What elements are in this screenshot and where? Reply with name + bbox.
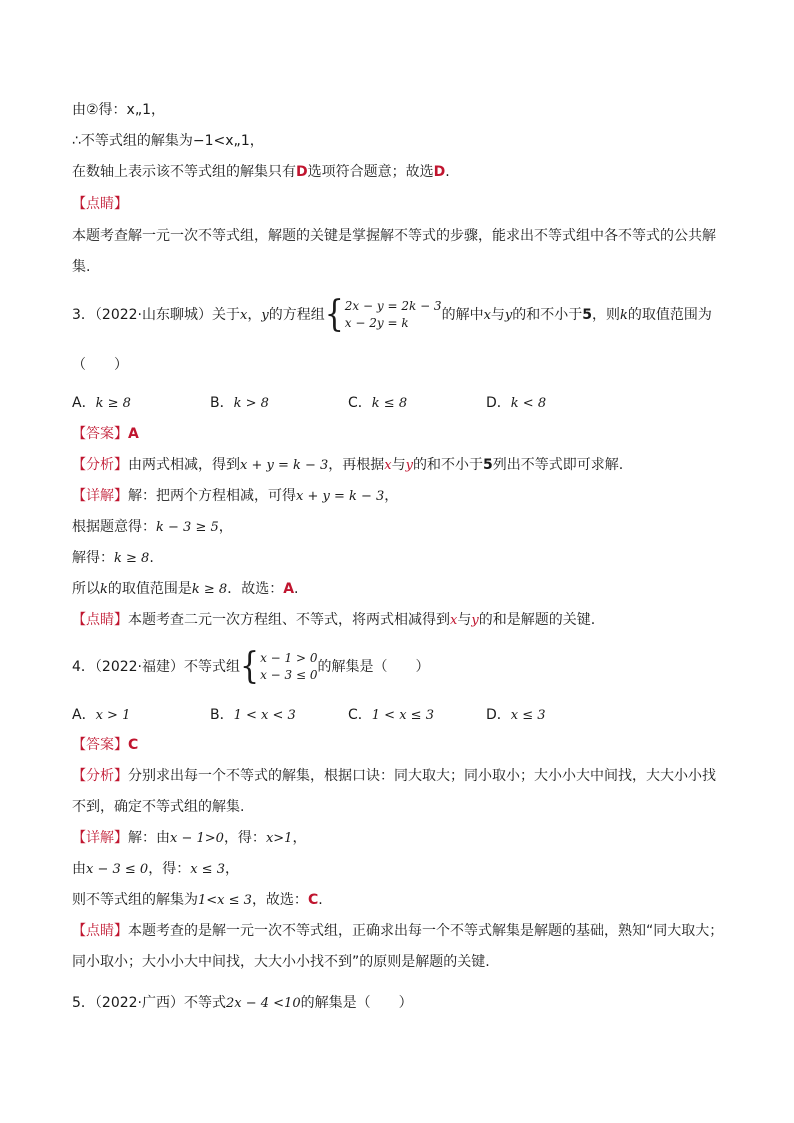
- answer-ref: A: [283, 581, 295, 597]
- q3-condition: [72, 517, 233, 538]
- text: 本题考查二元一次方程组、不等式，将两式相减得到: [128, 612, 450, 628]
- text: 选项符合题意；故选: [307, 164, 434, 180]
- solution-line-2: [72, 131, 264, 151]
- text: 的解中: [441, 307, 484, 323]
- detail-tag: 【详解】: [72, 830, 128, 846]
- text: ，: [224, 861, 239, 877]
- q4-option-d[interactable]: [486, 704, 546, 724]
- answer-value: C: [128, 737, 139, 753]
- text: 分别求出每一个不等式的解集，根据口诀：同大取大；同小取小；大小小大中间找，大大小小找: [128, 768, 716, 784]
- var-y: y: [261, 308, 269, 323]
- text: 解：把两个方程相减，可得: [128, 488, 296, 504]
- system-brace: {: [240, 645, 260, 688]
- text: 所以: [72, 581, 100, 597]
- var-k: k: [620, 308, 628, 323]
- text: 与: [391, 457, 406, 473]
- equation: k ≥ 8: [114, 551, 150, 566]
- q4-option-c[interactable]: [348, 704, 434, 724]
- inequality: x − 1>0: [170, 831, 224, 846]
- q3-result: [72, 579, 299, 600]
- number: 5: [483, 457, 493, 473]
- text: ，再根据: [328, 457, 385, 473]
- text: ，故选：: [251, 892, 308, 908]
- q3-option-b[interactable]: [210, 392, 269, 412]
- var-x: x: [483, 308, 491, 323]
- q3-solve: [72, 548, 154, 569]
- question-prefix: 4．（2022·福建）不等式组: [72, 659, 240, 675]
- solution-line-3: [72, 162, 450, 182]
- dianjing-tag: 【点睛】: [72, 923, 128, 939]
- solution-line-1: [72, 100, 165, 120]
- text: 的和不小于: [512, 307, 583, 323]
- q3-option-a[interactable]: [72, 392, 131, 412]
- var-y: y: [405, 458, 413, 473]
- q3-detail: [72, 486, 398, 507]
- text: 的解集是（ ）: [317, 659, 430, 675]
- text: ，: [247, 307, 262, 323]
- equation-1: 2x − y = 2k − 3: [344, 299, 442, 313]
- inequality-1: x − 1 > 0: [260, 651, 318, 665]
- equation-2: x − 2y = k: [344, 316, 409, 330]
- text: 与: [490, 307, 505, 323]
- q4-dianjing-1: [72, 921, 723, 941]
- text: 在数轴上表示该不等式组的解集只有: [72, 164, 296, 180]
- text: ，得：: [223, 830, 266, 846]
- option-letter: B．: [210, 395, 234, 411]
- q4-detail: [72, 828, 306, 849]
- dianjing-tag: 【点睛】: [72, 612, 128, 628]
- text: 本题考查的是解一元一次不等式组，正确求出每一个不等式解集是解题的基础，熟知“同大取大；: [128, 923, 724, 939]
- equation: x + y = k − 3: [296, 489, 385, 504]
- var-x: x: [384, 458, 392, 473]
- text: 的取值范围是: [107, 581, 192, 597]
- inequality-2: x − 3 ≤ 0: [260, 668, 318, 682]
- inequality-system: [260, 650, 317, 684]
- equation: k − 3 ≥ 5: [156, 520, 219, 535]
- number: 5: [582, 307, 593, 323]
- question-3: [72, 293, 712, 336]
- comment-line-1: 本题考查解一元一次不等式组，解题的关键是掌握解不等式的步骤，能求出不等式组中各不等式的公共解: [72, 228, 716, 244]
- text: ，得：: [148, 861, 191, 877]
- text: 的和不小于: [413, 457, 483, 473]
- text: ，: [384, 488, 399, 504]
- text: 由: [72, 861, 86, 877]
- text: 由②得：x„1，: [72, 102, 165, 118]
- q3-answer: [72, 424, 139, 444]
- analysis-tag: 【分析】: [72, 768, 128, 784]
- text: ，: [292, 830, 307, 846]
- q3-option-d[interactable]: [486, 392, 546, 412]
- q3-option-c[interactable]: [348, 392, 407, 412]
- inequality: x − 3 ≤ 0: [86, 862, 149, 877]
- inequality: 1<x ≤ 3: [198, 893, 252, 908]
- option-ref: D: [296, 164, 308, 180]
- answer-ref: C: [307, 892, 319, 908]
- q4-detail-3: [72, 890, 323, 911]
- question-4: [72, 645, 430, 688]
- inequality: 2x − 4 <10: [226, 996, 301, 1011]
- text: .: [445, 164, 450, 180]
- analysis-tag: 【分析】: [72, 457, 128, 473]
- text: .: [294, 581, 299, 597]
- answer-tag: 【答案】: [72, 737, 128, 753]
- text: .: [318, 892, 323, 908]
- detail-tag: 【详解】: [72, 488, 128, 504]
- option-value: x > 1: [95, 708, 131, 723]
- text: 的解集是（ ）: [300, 995, 413, 1011]
- text: ．故选：: [227, 581, 284, 597]
- text: 由两式相减，得到: [128, 457, 240, 473]
- text: 的取值范围为: [627, 307, 712, 323]
- dianjing-tag: 【点睛】: [72, 196, 128, 212]
- system-brace: {: [324, 293, 344, 336]
- option-value: k ≥ 8: [95, 396, 131, 411]
- question-3-paren: （ ）: [72, 357, 128, 373]
- option-letter: A．: [72, 395, 96, 411]
- var-k: k: [100, 582, 108, 597]
- question-prefix: 3．（2022·山东聊城）关于: [72, 307, 240, 323]
- text: 解：由: [128, 830, 170, 846]
- question-prefix: 5．（2022·广西）不等式: [72, 995, 226, 1011]
- q4-dianjing-2: 同小取小；大小小大中间找，大大小小找不到”的原则是解题的关键.: [72, 954, 490, 970]
- q4-option-b[interactable]: [210, 704, 296, 724]
- text: 与: [457, 612, 472, 628]
- q3-dianjing: [72, 610, 595, 631]
- text: 则不等式组的解集为: [72, 892, 198, 908]
- option-value: x ≤ 3: [510, 708, 546, 723]
- equation-system: [345, 298, 442, 332]
- text: ∴不等式组的解集为−1<x„1，: [72, 133, 264, 149]
- answer-ref: D: [433, 164, 446, 180]
- option-letter: C．: [348, 395, 372, 411]
- answer-tag: 【答案】: [72, 426, 128, 442]
- var-x: x: [450, 613, 458, 628]
- option-value: k > 8: [233, 396, 269, 411]
- option-value: k < 8: [510, 396, 547, 411]
- question-5: [72, 993, 413, 1014]
- equation: x + y = k − 3: [240, 458, 329, 473]
- text: .: [149, 550, 154, 566]
- text: 解得：: [72, 550, 114, 566]
- comment-line-2: 集.: [72, 259, 91, 275]
- text: ，则: [592, 307, 621, 323]
- text: ，: [218, 519, 233, 535]
- option-value: 1 < x < 3: [233, 708, 296, 723]
- equation: k ≥ 8: [191, 582, 228, 597]
- q4-detail-2: [72, 859, 239, 880]
- option-letter: C．: [348, 707, 372, 723]
- inequality: x>1: [265, 831, 293, 846]
- var-y: y: [504, 308, 513, 323]
- text: 的和是解题的关键.: [478, 612, 596, 628]
- q3-analysis: [72, 455, 623, 476]
- var-x: x: [240, 308, 248, 323]
- answer-value: A: [128, 426, 139, 442]
- option-letter: D．: [486, 707, 511, 723]
- option-value: k ≤ 8: [371, 396, 408, 411]
- option-letter: D．: [486, 395, 511, 411]
- option-letter: A．: [72, 707, 96, 723]
- option-value: 1 < x ≤ 3: [371, 708, 434, 723]
- q4-answer: [72, 735, 138, 755]
- text: 根据题意得：: [72, 519, 156, 535]
- text: 列出不等式即可求解.: [492, 457, 624, 473]
- option-letter: B．: [210, 707, 234, 723]
- inequality: x ≤ 3: [190, 862, 225, 877]
- text: 的方程组: [268, 307, 325, 323]
- q4-analysis-1: [72, 766, 716, 786]
- q4-analysis-2: 不到，确定不等式组的解集.: [72, 799, 245, 815]
- var-y: y: [471, 613, 479, 628]
- q4-option-a[interactable]: [72, 704, 130, 724]
